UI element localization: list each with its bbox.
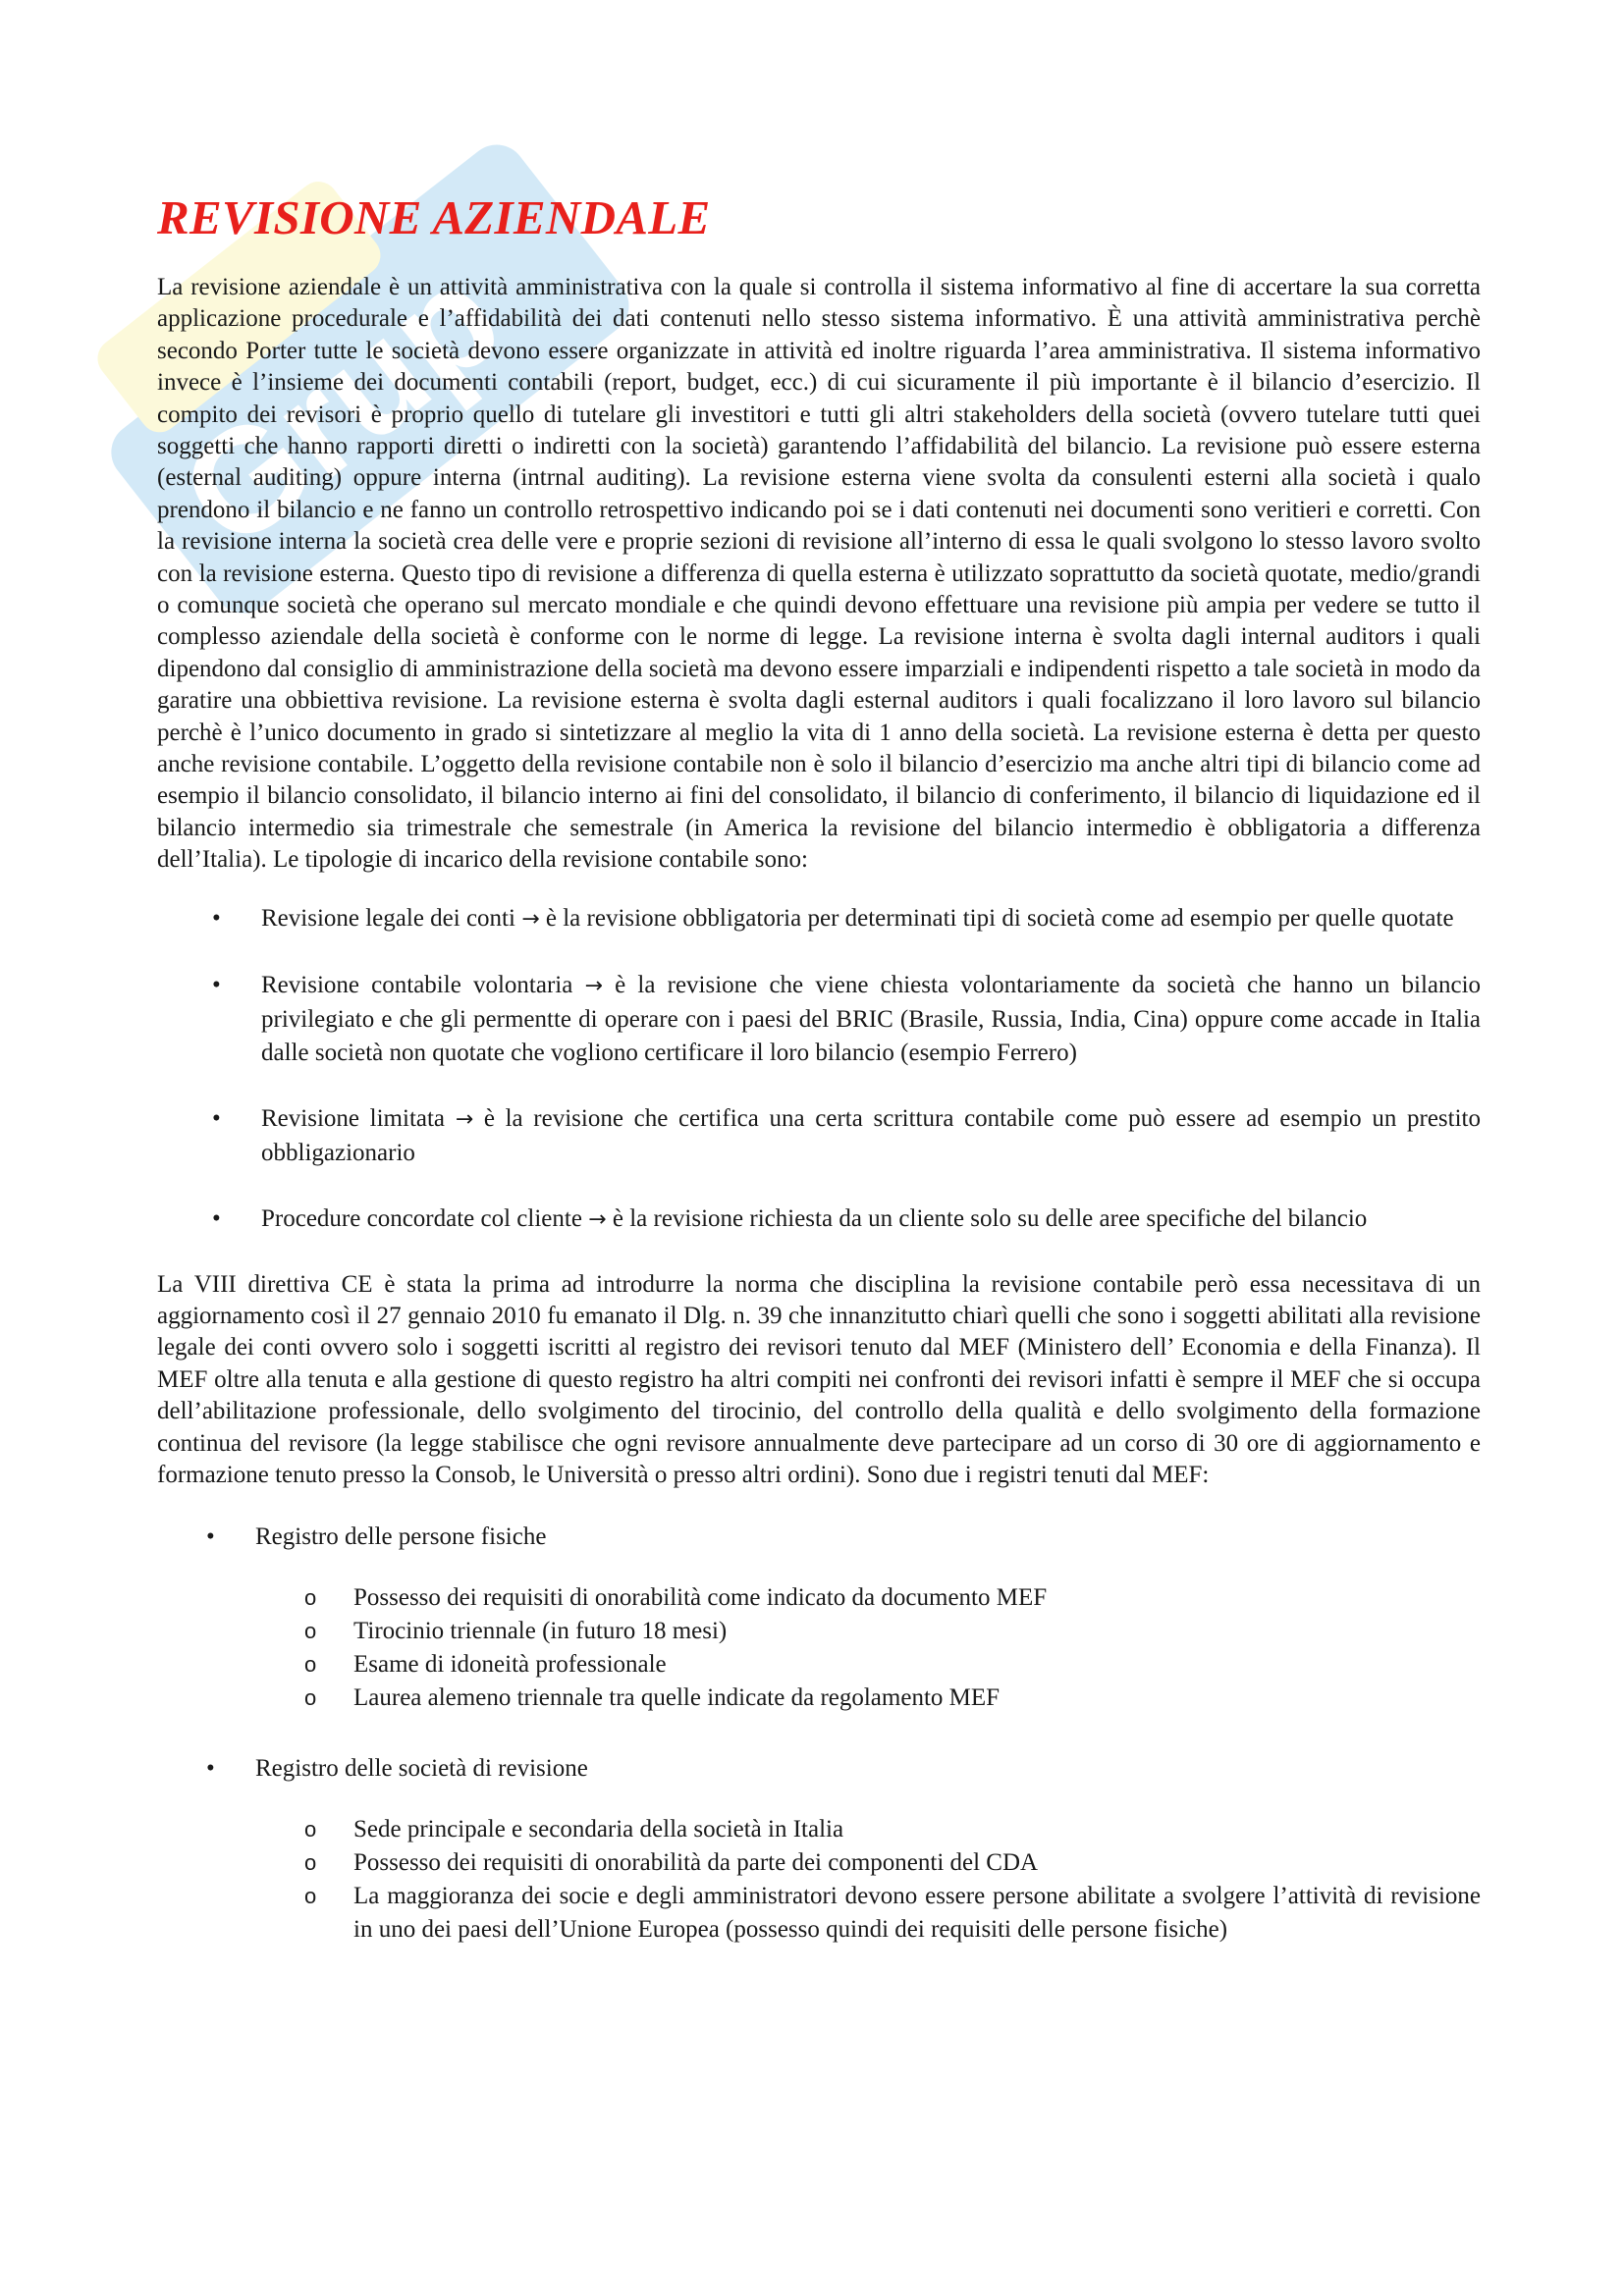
list-item	[157, 1682, 1481, 1715]
arrow-right-icon: →	[584, 973, 603, 998]
bullet-icon: •	[212, 1104, 221, 1132]
incarico-desc: è la revisione richiesta da un cliente solo su delle aree specifiche del bilancio	[612, 1204, 1368, 1232]
list-item	[157, 1202, 1481, 1237]
incarico-desc: è la revisione che viene chiesta volontariamente da società che hanno un bilancio privilegiato e che gli permentte di operare con i paesi del BRIC (Brasile, Russia, India, Cina) oppure come accade in Italia dalle società non quotate che vogliono certificare il loro bilancio (esempio Ferrero)	[261, 971, 1482, 1066]
bullet-icon: •	[212, 1204, 221, 1232]
circle-bullet-icon: o	[304, 1884, 317, 1909]
bullet-icon: •	[212, 904, 221, 932]
bullet-icon: •	[206, 1755, 215, 1783]
requisito-text: Tirocinio triennale (in futuro 18 mesi)	[353, 1618, 728, 1645]
list-item	[157, 902, 1481, 936]
intro-paragraph: La revisione aziendale è un attività amministrativa con la quale si controlla il sistema informativo al fine di accertare la sua corretta applicazione procedurale e l’affidabilità dei dati contenuti nello stesso sistema informativo. È una attività amministrativa perchè secondo Porter tutte le società devono essere organizzate in attività ed inoltre riguarda l’area amministrativa. Il sistema informativo invece è l’insieme dei documenti contabili (report, budget, ecc.) di cui sicuramente il più importante è il bilancio d’esercizio. Il compito dei revisori è proprio quello di tutelare gli investitori e tutti gli altri stakeholders della società (ovvero tutelare tutti quei soggetti che hanno rapporti diretti o indiretti con la società) garantendo l’affidabilità del bilancio. La revisione può essere esterna (esternal auditing) oppure interna (intrnal auditing). La revisione esterna viene svolta da consulenti esterni alla società i qualo prendono il bilancio e ne fanno un controllo retrospettivo indicando poi se i dati contenuti nei documenti sono veritieri e corretti. Con la revisione interna la società crea delle vere e proprie sezioni di revisione all’interno di essa le quali svolgono lo stesso lavoro svolto con la revisione esterna. Questo tipo di revisione a differenza di quella esterna è utilizzato soprattutto da società quotate, medio/grandi o comunque società che operano sul mercato mondiale e che quindi devono effettuare una revisione più ampia per vedere se tutto il complesso aziendale della società è conforme con le norme di legge. La revisione interna è svolta dagli internal auditors i quali dipendono dal consiglio di amministrazione della società ma devono essere imparziali e indipendenti rispetto a tale società in modo da garatire una obbiettiva revisione. La revisione esterna è svolta dagli esternal auditors i quali focalizzano il loro lavoro sul bilancio perchè è l’unico documento in grado si sintetizzare al meglio la vita di 1 anno della società. La revisione esterna è detta per questo anche revisione contabile. L’oggetto della revisione contabile non è solo il bilancio d’esercizio ma anche altri tipi di bilancio come ad esempio il bilancio consolidato, il bilancio interno ai fini del consolidato, il bilancio di conferimento, il bilancio di liquidazione ed il bilancio intermedio sia trimestrale che semestrale (in America la revisione del bilancio intermedio è obbligatoria a differenza dell’Italia). Le tipologie di incarico della revisione contabile sono:	[157, 273, 1481, 874]
requisito-text: Esame di idoneità professionale	[353, 1651, 667, 1679]
bullet-icon: •	[212, 971, 221, 998]
incarico-desc: è la revisione obbligatoria per determinati tipi di società come ad esempio per quelle quotate	[545, 904, 1454, 932]
direttiva-paragraph: La VIII direttiva CE è stata la prima ad introdurre la norma che disciplina la revisione contabile però essa necessitava di un aggiornamento così il 27 gennaio 2010 fu emanato il Dlg. n. 39 che innanzitutto chiarì quelli che sono i soggetti abilitati alla revisione legale dei conti ovvero solo i soggetti iscritti al registro dei revisori tenuto dal MEF (Ministero dell’ Economia e della Finanza). Il MEF oltre alla tenuta e alla gestione di questo registro ha altri compiti nei confronti dei revisori infatti è sempre il MEF che si occupa dell’abilitazione professionale, dello svolgimento del tirocinio, del controllo della qualità e dello svolgimento della formazione continua del revisore (la legge stabilisce che ogni revisore annualmente deve partecipare ad un corso di 30 ore di aggiornamento e formazione tenuto presso la Consob, le Università o presso altri ordini). Sono due i registri tenuti dal MEF:	[157, 1270, 1481, 1489]
incarico-name: Revisione legale dei conti	[261, 904, 515, 932]
list-item	[157, 1581, 1481, 1615]
incarico-name: Procedure concordate col cliente	[261, 1204, 582, 1232]
list-item	[157, 1846, 1481, 1880]
list-item	[157, 969, 1481, 1070]
list-item	[157, 1813, 1481, 1846]
bullet-icon: •	[206, 1523, 215, 1551]
circle-bullet-icon: o	[304, 1652, 317, 1678]
registri-list	[157, 1521, 1481, 1947]
requisito-text: Laurea alemeno triennale tra quelle indicate da regolamento MEF	[353, 1684, 1001, 1712]
incarico-name: Revisione limitata	[261, 1104, 446, 1132]
list-item	[157, 1615, 1481, 1648]
incarico-desc: è la revisione che certifica una certa scrittura contabile come può essere ad esempio un prestito obbligazionario	[261, 1104, 1482, 1166]
requisito-text: Possesso dei requisiti di onorabilità da parte dei componenti del CDA	[353, 1849, 1039, 1877]
requisito-text: Sede principale e secondaria della società in Italia	[353, 1816, 844, 1843]
document-page	[157, 191, 1481, 1984]
registro-name: Registro delle società di revisione	[255, 1755, 588, 1783]
circle-bullet-icon: o	[304, 1850, 317, 1876]
circle-bullet-icon: o	[304, 1585, 317, 1611]
requisito-text: La maggioranza dei socie e degli amministratori devono essere persone abilitate a svolgere l’attività di revisione in uno dei paesi dell’Unione Europea (possesso quindi dei requisiti delle persone fisiche)	[353, 1883, 1481, 1944]
list-item	[157, 1880, 1481, 1947]
requisiti-list	[255, 1581, 1481, 1715]
requisito-text: Possesso dei requisiti di onorabilità come indicato da documento MEF	[353, 1584, 1048, 1612]
arrow-right-icon: →	[455, 1106, 474, 1132]
list-item	[157, 1648, 1481, 1682]
circle-bullet-icon: o	[304, 1619, 317, 1644]
svg-text:Grup: Grup	[150, 233, 530, 580]
requisiti-list	[255, 1813, 1481, 1947]
list-item	[157, 1752, 1481, 1947]
registro-name: Registro delle persone fisiche	[255, 1523, 547, 1551]
arrow-right-icon: →	[588, 1206, 607, 1232]
circle-bullet-icon: o	[304, 1817, 317, 1842]
list-item	[157, 1102, 1481, 1170]
list-item	[157, 1521, 1481, 1715]
circle-bullet-icon: o	[304, 1685, 317, 1711]
incarico-name: Revisione contabile volontaria	[261, 971, 573, 998]
arrow-right-icon: →	[521, 906, 540, 932]
incarichi-list	[157, 902, 1481, 1237]
page-title: REVISIONE AZIENDALE	[157, 190, 711, 244]
